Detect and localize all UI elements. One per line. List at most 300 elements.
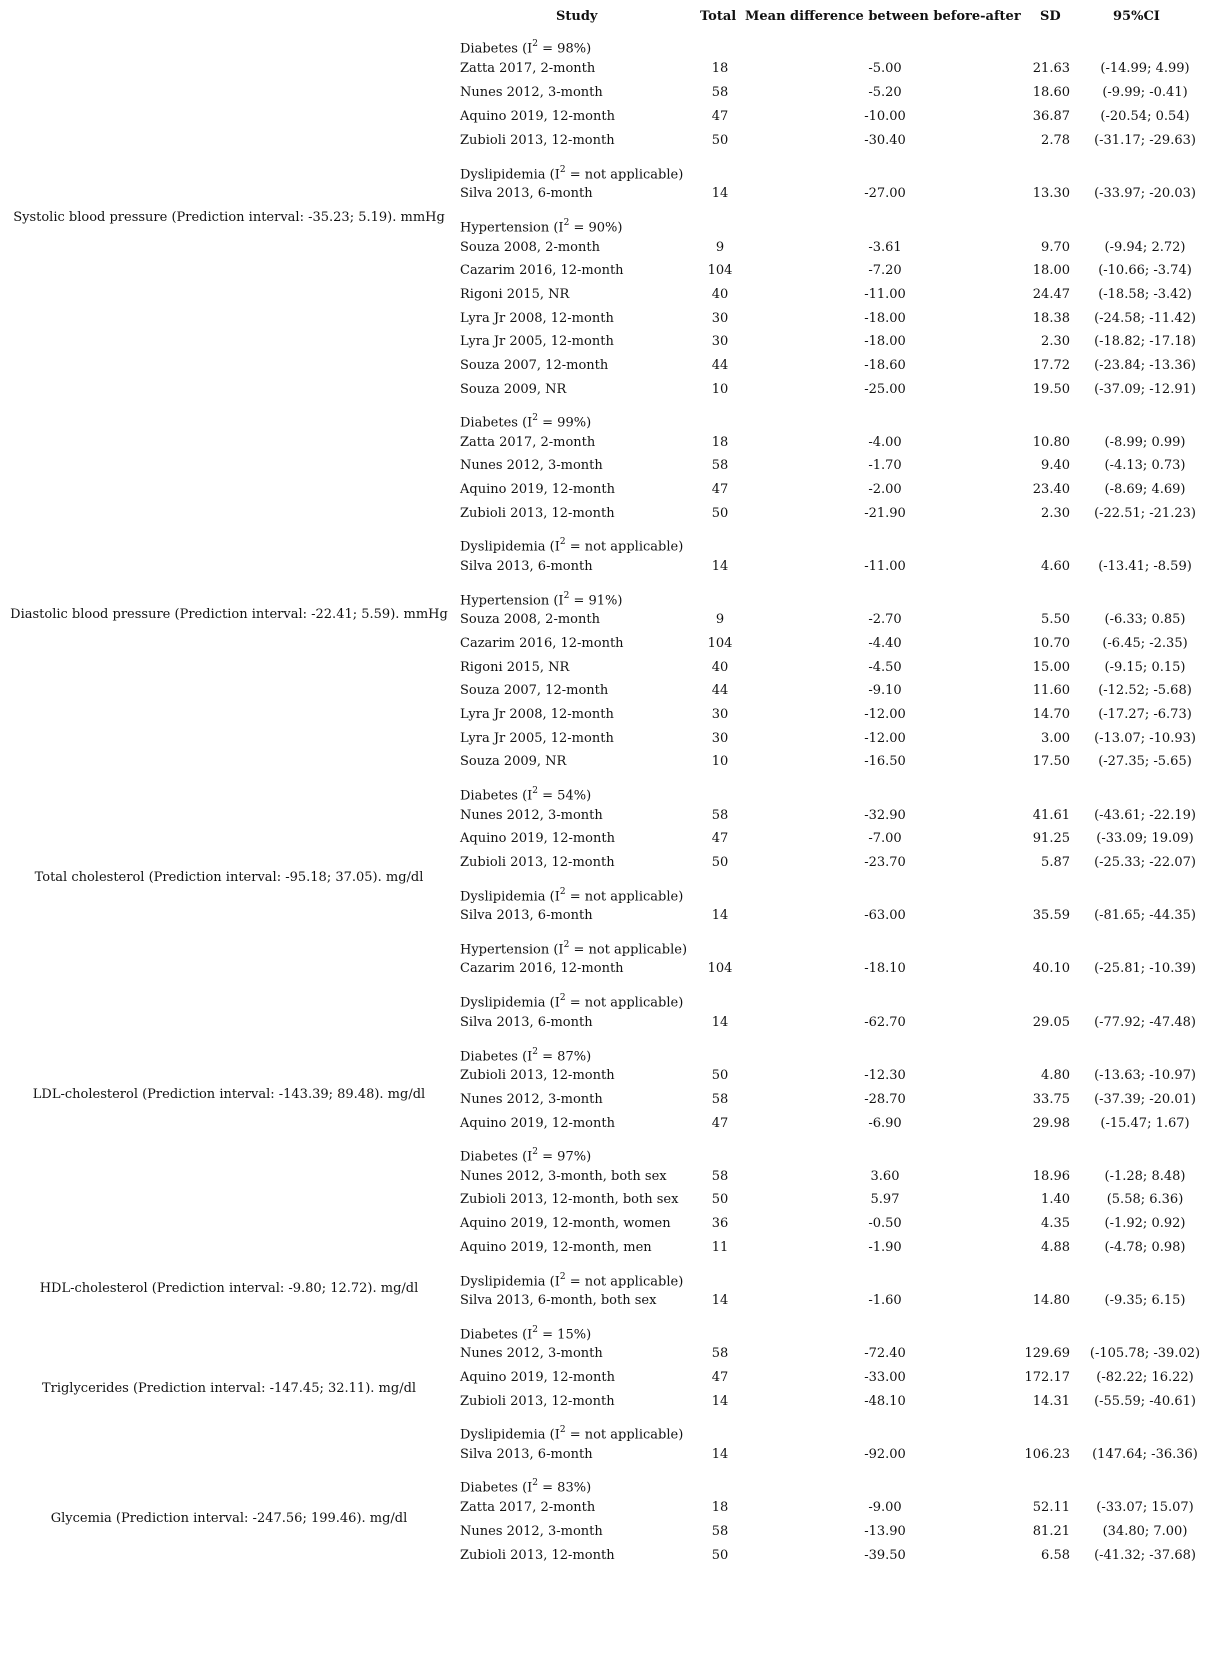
ci-cell: (-33.07; 15.07) [1096, 1500, 1194, 1515]
outcome-label: HDL-cholesterol (Prediction interval: -9.80; 12.72). mg/dl [39, 1281, 419, 1296]
mean-difference-cell: -0.50 [868, 1216, 902, 1231]
total-cell: 18 [711, 1500, 729, 1515]
ci-cell: (-23.84; -13.36) [1094, 358, 1196, 373]
subgroup-name: Dyslipidemia (I [460, 167, 560, 183]
table-row [0, 432, 1212, 454]
outcome-label: Triglycerides (Prediction interval: -147.45; 32.11). mg/dl [41, 1381, 417, 1396]
ci-cell: (-22.51; -21.23) [1094, 506, 1196, 521]
mean-difference-cell: -12.30 [864, 1068, 906, 1083]
sd-cell: 91.25 [1032, 831, 1070, 846]
mean-difference-cell: -1.70 [868, 458, 902, 473]
subgroup-name: Diabetes (I [460, 788, 533, 804]
sd-cell: 3.00 [1041, 731, 1070, 746]
subgroup-row [0, 1420, 1212, 1442]
study-cell: Lyra Jr 2005, 12-month [460, 731, 614, 746]
table-row [0, 284, 1212, 306]
mean-difference-cell: -9.10 [868, 683, 902, 698]
i-squared-superscript: 2 [559, 887, 566, 897]
study-cell: Lyra Jr 2008, 12-month [460, 707, 614, 722]
mean-difference-cell: -32.90 [864, 808, 906, 823]
i-squared-superscript: 2 [559, 1272, 566, 1282]
sd-cell: 9.70 [1041, 240, 1070, 255]
mean-difference-cell: -92.00 [864, 1447, 906, 1462]
mean-difference-cell: -21.90 [864, 506, 906, 521]
mean-difference-cell: -4.00 [868, 435, 902, 450]
i-squared-superscript: 2 [532, 39, 539, 49]
ci-cell: (-25.81; -10.39) [1094, 961, 1196, 976]
sd-cell: 6.58 [1041, 1548, 1070, 1563]
subgroup-heterogeneity: = not applicable) [565, 1274, 684, 1290]
subgroup-heterogeneity: = 91%) [569, 593, 623, 609]
study-cell: Nunes 2012, 3-month [460, 1092, 603, 1107]
mean-difference-cell: -2.00 [868, 482, 902, 497]
i-squared-superscript: 2 [563, 218, 570, 228]
ci-cell: (-13.63; -10.97) [1094, 1068, 1196, 1083]
total-cell: 58 [711, 1524, 729, 1539]
subgroup-name: Diabetes (I [460, 1480, 533, 1496]
sd-cell: 41.61 [1032, 808, 1070, 823]
total-cell: 18 [711, 61, 729, 76]
header-study: Study [556, 9, 598, 24]
table-row [0, 1237, 1212, 1259]
subgroup-row [0, 160, 1212, 182]
study-cell: Aquino 2019, 12-month, men [460, 1240, 652, 1255]
study-cell: Souza 2009, NR [460, 754, 567, 769]
ci-cell: (-33.97; -20.03) [1094, 186, 1196, 201]
total-cell: 30 [711, 707, 729, 722]
study-cell: Nunes 2012, 3-month [460, 808, 603, 823]
ci-cell: (-4.13; 0.73) [1104, 458, 1186, 473]
subgroup-name: Dyslipidemia (I [460, 539, 560, 555]
mean-difference-cell: -5.00 [868, 61, 902, 76]
sd-cell: 14.31 [1032, 1394, 1070, 1409]
mean-difference-cell: 3.60 [870, 1169, 900, 1184]
subgroup-heterogeneity: = 90%) [569, 220, 623, 236]
ci-cell: (-18.82; -17.18) [1094, 334, 1196, 349]
sd-cell: 17.72 [1032, 358, 1070, 373]
ci-cell: (5.58; 6.36) [1106, 1192, 1184, 1207]
sd-cell: 18.96 [1032, 1169, 1070, 1184]
total-cell: 10 [711, 382, 729, 397]
i-squared-superscript: 2 [559, 165, 566, 175]
table-row [0, 503, 1212, 525]
subgroup-name: Dyslipidemia (I [460, 889, 560, 905]
study-cell: Zubioli 2013, 12-month [460, 506, 615, 521]
table-row [0, 455, 1212, 477]
sd-cell: 11.60 [1032, 683, 1070, 698]
table-row [0, 82, 1212, 104]
total-cell: 47 [711, 1370, 729, 1385]
mean-difference-cell: -18.00 [864, 311, 906, 326]
i-squared-superscript: 2 [559, 537, 566, 547]
subgroup-label [460, 988, 683, 1014]
ci-cell: (-41.32; -37.68) [1094, 1548, 1196, 1563]
i-squared-superscript: 2 [532, 1325, 539, 1335]
sd-cell: 29.98 [1032, 1116, 1070, 1131]
sd-cell: 52.11 [1032, 1500, 1070, 1515]
table-row [0, 1012, 1212, 1034]
sd-cell: 35.59 [1032, 908, 1070, 923]
mean-difference-cell: -4.40 [868, 636, 902, 651]
table-row [0, 331, 1212, 353]
sd-cell: 19.50 [1032, 382, 1070, 397]
ci-cell: (-82.22; 16.22) [1096, 1370, 1194, 1385]
total-cell: 50 [711, 133, 729, 148]
total-cell: 14 [711, 908, 729, 923]
subgroup-name: Dyslipidemia (I [460, 995, 560, 1011]
header-ci: 95%CI [1113, 9, 1160, 24]
table-row [0, 680, 1212, 702]
mean-difference-cell: -23.70 [864, 855, 906, 870]
study-cell: Rigoni 2015, NR [460, 660, 570, 675]
ci-cell: (-6.33; 0.85) [1104, 612, 1186, 627]
outcome-label: Total cholesterol (Prediction interval: -95.18; 37.05). mg/dl [34, 870, 424, 885]
header-sd: SD [1040, 9, 1061, 24]
i-squared-superscript: 2 [532, 786, 539, 796]
total-cell: 50 [711, 1192, 729, 1207]
table-row [0, 58, 1212, 80]
subgroup-heterogeneity: = not applicable) [565, 995, 684, 1011]
i-squared-superscript: 2 [532, 1478, 539, 1488]
mean-difference-cell: -4.50 [868, 660, 902, 675]
ci-cell: (-77.92; -47.48) [1094, 1015, 1196, 1030]
table-row [0, 556, 1212, 578]
ci-cell: (-105.78; -39.02) [1089, 1346, 1201, 1361]
sd-cell: 13.30 [1032, 186, 1070, 201]
mean-difference-cell: -62.70 [864, 1015, 906, 1030]
subgroup-heterogeneity: = 97%) [538, 1149, 592, 1165]
ci-cell: (-13.07; -10.93) [1094, 731, 1196, 746]
mean-difference-cell: -18.60 [864, 358, 906, 373]
i-squared-superscript: 2 [559, 1425, 566, 1435]
table-row [0, 130, 1212, 152]
outcome-label: LDL-cholesterol (Prediction interval: -143.39; 89.48). mg/dl [32, 1087, 426, 1102]
outcome-label: Systolic blood pressure (Prediction interval: -35.23; 5.19). mmHg [13, 210, 445, 225]
ci-cell: (-55.59; -40.61) [1094, 1394, 1196, 1409]
subgroup-row [0, 532, 1212, 554]
study-cell: Souza 2008, 2-month [460, 612, 600, 627]
sd-cell: 4.80 [1041, 1068, 1070, 1083]
subgroup-label [460, 781, 591, 807]
study-cell: Rigoni 2015, NR [460, 287, 570, 302]
total-cell: 47 [711, 831, 729, 846]
subgroup-heterogeneity: = 15%) [538, 1327, 592, 1343]
table-row [0, 106, 1212, 128]
total-cell: 58 [711, 1346, 729, 1361]
study-cell: Souza 2007, 12-month [460, 683, 609, 698]
ci-cell: (-20.54; 0.54) [1100, 109, 1190, 124]
sd-cell: 40.10 [1032, 961, 1070, 976]
ci-cell: (-25.33; -22.07) [1094, 855, 1196, 870]
mean-difference-cell: -27.00 [864, 186, 906, 201]
study-cell: Aquino 2019, 12-month [460, 1116, 615, 1131]
subgroup-row [0, 408, 1212, 430]
table-row [0, 958, 1212, 980]
ci-cell: (-33.09; 19.09) [1096, 831, 1194, 846]
total-cell: 30 [711, 334, 729, 349]
mean-difference-cell: -5.20 [868, 85, 902, 100]
table-row [0, 1213, 1212, 1235]
total-cell: 50 [711, 1068, 729, 1083]
sd-cell: 18.60 [1032, 85, 1070, 100]
table-row [0, 633, 1212, 655]
table-row [0, 728, 1212, 750]
table-row [0, 1343, 1212, 1365]
sd-cell: 81.21 [1032, 1524, 1070, 1539]
ci-cell: (-17.27; -6.73) [1098, 707, 1192, 722]
total-cell: 10 [711, 754, 729, 769]
sd-cell: 1.40 [1041, 1192, 1070, 1207]
table-row [0, 1545, 1212, 1567]
total-cell: 14 [711, 1293, 729, 1308]
total-cell: 50 [711, 855, 729, 870]
subgroup-row [0, 1142, 1212, 1164]
sd-cell: 106.23 [1024, 1447, 1070, 1462]
i-squared-superscript: 2 [559, 993, 566, 1003]
study-cell: Souza 2007, 12-month [460, 358, 609, 373]
study-cell: Zubioli 2013, 12-month [460, 1068, 615, 1083]
ci-cell: (34.80; 7.00) [1102, 1524, 1188, 1539]
sd-cell: 33.75 [1032, 1092, 1070, 1107]
subgroup-heterogeneity: = not applicable) [565, 889, 684, 905]
subgroup-heterogeneity: = not applicable) [569, 942, 688, 958]
subgroup-heterogeneity: = 54%) [538, 788, 592, 804]
table-row [0, 308, 1212, 330]
table-row [0, 479, 1212, 501]
study-cell: Silva 2013, 6-month [460, 1447, 593, 1462]
subgroup-name: Diabetes (I [460, 41, 533, 57]
table-row [0, 751, 1212, 773]
ci-cell: (-10.66; -3.74) [1098, 263, 1192, 278]
sd-cell: 9.40 [1041, 458, 1070, 473]
ci-cell: (-1.92; 0.92) [1104, 1216, 1186, 1231]
study-cell: Souza 2009, NR [460, 382, 567, 397]
sd-cell: 21.63 [1032, 61, 1070, 76]
subgroup-label [460, 408, 591, 434]
total-cell: 9 [715, 612, 725, 627]
mean-difference-cell: -30.40 [864, 133, 906, 148]
sd-cell: 14.80 [1032, 1293, 1070, 1308]
ci-cell: (-1.28; 8.48) [1104, 1169, 1186, 1184]
ci-cell: (-9.15; 0.15) [1104, 660, 1186, 675]
ci-cell: (-81.65; -44.35) [1094, 908, 1196, 923]
mean-difference-cell: -7.20 [868, 263, 902, 278]
ci-cell: (-8.69; 4.69) [1104, 482, 1186, 497]
subgroup-name: Diabetes (I [460, 1049, 533, 1065]
mean-difference-cell: -3.61 [868, 240, 902, 255]
study-cell: Cazarim 2016, 12-month [460, 961, 624, 976]
subgroup-row [0, 1320, 1212, 1342]
total-cell: 30 [711, 311, 729, 326]
subgroup-label [460, 532, 683, 558]
subgroup-name: Hypertension (I [460, 220, 564, 236]
subgroup-heterogeneity: = not applicable) [565, 167, 684, 183]
ci-cell: (-24.58; -11.42) [1094, 311, 1196, 326]
subgroup-row [0, 1042, 1212, 1064]
study-cell: Silva 2013, 6-month [460, 559, 593, 574]
subgroup-name: Diabetes (I [460, 1327, 533, 1343]
subgroup-heterogeneity: = not applicable) [565, 539, 684, 555]
mean-difference-cell: -48.10 [864, 1394, 906, 1409]
total-cell: 104 [707, 961, 733, 976]
study-cell: Silva 2013, 6-month, both sex [460, 1293, 657, 1308]
total-cell: 9 [715, 240, 725, 255]
mean-difference-cell: -1.60 [868, 1293, 902, 1308]
mean-difference-cell: -33.00 [864, 1370, 906, 1385]
subgroup-label [460, 1420, 683, 1446]
table-row [0, 1444, 1212, 1466]
ci-cell: (-18.58; -3.42) [1098, 287, 1192, 302]
subgroup-name: Hypertension (I [460, 942, 564, 958]
study-cell: Zubioli 2013, 12-month [460, 133, 615, 148]
study-cell: Zatta 2017, 2-month [460, 1500, 596, 1515]
study-cell: Aquino 2019, 12-month [460, 109, 615, 124]
total-cell: 47 [711, 109, 729, 124]
mean-difference-cell: 5.97 [870, 1192, 900, 1207]
mean-difference-cell: -72.40 [864, 1346, 906, 1361]
mean-difference-cell: -13.90 [864, 1524, 906, 1539]
ci-cell: (-15.47; 1.67) [1100, 1116, 1190, 1131]
total-cell: 47 [711, 1116, 729, 1131]
ci-cell: (-8.99; 0.99) [1104, 435, 1186, 450]
mean-difference-cell: -18.10 [864, 961, 906, 976]
ci-cell: (-4.78; 0.98) [1104, 1240, 1186, 1255]
ci-cell: (-6.45; -2.35) [1102, 636, 1188, 651]
subgroup-name: Dyslipidemia (I [460, 1274, 560, 1290]
mean-difference-cell: -28.70 [864, 1092, 906, 1107]
mean-difference-cell: -11.00 [864, 559, 906, 574]
ci-cell: (147.64; -36.36) [1092, 1447, 1198, 1462]
ci-cell: (-12.52; -5.68) [1098, 683, 1192, 698]
subgroup-name: Diabetes (I [460, 415, 533, 431]
total-cell: 104 [707, 263, 733, 278]
subgroup-heterogeneity: = not applicable) [565, 1427, 684, 1443]
total-cell: 30 [711, 731, 729, 746]
sd-cell: 18.00 [1032, 263, 1070, 278]
mean-difference-cell: -6.90 [868, 1116, 902, 1131]
table-row [0, 828, 1212, 850]
subgroup-row [0, 935, 1212, 957]
total-cell: 14 [711, 1394, 729, 1409]
mean-difference-cell: -63.00 [864, 908, 906, 923]
sd-cell: 14.70 [1032, 707, 1070, 722]
ci-cell: (-9.99; -0.41) [1102, 85, 1188, 100]
sd-cell: 2.78 [1041, 133, 1070, 148]
sd-cell: 18.38 [1032, 311, 1070, 326]
sd-cell: 36.87 [1032, 109, 1070, 124]
table-row [0, 237, 1212, 259]
i-squared-superscript: 2 [532, 1047, 539, 1057]
study-cell: Zatta 2017, 2-month [460, 435, 596, 450]
study-cell: Lyra Jr 2005, 12-month [460, 334, 614, 349]
subgroup-row [0, 1473, 1212, 1495]
table-row [0, 1113, 1212, 1135]
table-row [0, 704, 1212, 726]
table-row [0, 905, 1212, 927]
subgroup-row [0, 988, 1212, 1010]
subgroup-heterogeneity: = 99%) [538, 415, 592, 431]
table-row [0, 260, 1212, 282]
mean-difference-cell: -16.50 [864, 754, 906, 769]
table-row [0, 657, 1212, 679]
total-cell: 104 [707, 636, 733, 651]
total-cell: 47 [711, 482, 729, 497]
total-cell: 58 [711, 1169, 729, 1184]
subgroup-label [460, 213, 622, 239]
ci-cell: (-14.99; 4.99) [1100, 61, 1190, 76]
mean-difference-cell: -18.00 [864, 334, 906, 349]
subgroup-name: Diabetes (I [460, 1149, 533, 1165]
study-cell: Zubioli 2013, 12-month [460, 855, 615, 870]
total-cell: 40 [711, 287, 729, 302]
ci-cell: (-13.41; -8.59) [1098, 559, 1192, 574]
subgroup-name: Dyslipidemia (I [460, 1427, 560, 1443]
total-cell: 14 [711, 559, 729, 574]
mean-difference-cell: -9.00 [868, 1500, 902, 1515]
total-cell: 58 [711, 1092, 729, 1107]
mean-difference-cell: -2.70 [868, 612, 902, 627]
mean-difference-cell: -12.00 [864, 731, 906, 746]
study-cell: Nunes 2012, 3-month [460, 1524, 603, 1539]
subgroup-heterogeneity: = 83%) [538, 1480, 592, 1496]
sd-cell: 5.50 [1041, 612, 1070, 627]
subgroup-label [460, 1473, 591, 1499]
total-cell: 44 [711, 358, 729, 373]
sd-cell: 29.05 [1032, 1015, 1070, 1030]
table-row [0, 379, 1212, 401]
total-cell: 14 [711, 1015, 729, 1030]
total-cell: 14 [711, 1447, 729, 1462]
mean-difference-cell: -7.00 [868, 831, 902, 846]
study-cell: Nunes 2012, 3-month [460, 458, 603, 473]
study-cell: Souza 2008, 2-month [460, 240, 600, 255]
study-cell: Aquino 2019, 12-month, women [460, 1216, 671, 1231]
i-squared-superscript: 2 [563, 591, 570, 601]
sd-cell: 2.30 [1041, 506, 1070, 521]
mean-difference-cell: -10.00 [864, 109, 906, 124]
total-cell: 36 [711, 1216, 729, 1231]
study-cell: Zubioli 2013, 12-month [460, 1548, 615, 1563]
subgroup-heterogeneity: = 87%) [538, 1049, 592, 1065]
table-row [0, 1065, 1212, 1087]
outcome-label: Glycemia (Prediction interval: -247.56; 199.46). mg/dl [50, 1511, 408, 1526]
sd-cell: 2.30 [1041, 334, 1070, 349]
total-cell: 58 [711, 808, 729, 823]
study-cell: Cazarim 2016, 12-month [460, 636, 624, 651]
sd-cell: 23.40 [1032, 482, 1070, 497]
study-cell: Silva 2013, 6-month [460, 908, 593, 923]
i-squared-superscript: 2 [563, 940, 570, 950]
outcome-label: Diastolic blood pressure (Prediction interval: -22.41; 5.59). mmHg [10, 607, 448, 622]
mean-difference-cell: -1.90 [868, 1240, 902, 1255]
ci-cell: (-43.61; -22.19) [1094, 808, 1196, 823]
study-cell: Zatta 2017, 2-month [460, 61, 596, 76]
i-squared-superscript: 2 [532, 1147, 539, 1157]
i-squared-superscript: 2 [532, 413, 539, 423]
table-row [0, 1189, 1212, 1211]
study-cell: Lyra Jr 2008, 12-month [460, 311, 614, 326]
sd-cell: 24.47 [1032, 287, 1070, 302]
total-cell: 14 [711, 186, 729, 201]
study-cell: Nunes 2012, 3-month, both sex [460, 1169, 667, 1184]
study-cell: Zubioli 2013, 12-month, both sex [460, 1192, 679, 1207]
mean-difference-cell: -11.00 [864, 287, 906, 302]
study-cell: Aquino 2019, 12-month [460, 482, 615, 497]
subgroup-heterogeneity: = 98%) [538, 41, 592, 57]
subgroup-row [0, 781, 1212, 803]
sd-cell: 5.87 [1041, 855, 1070, 870]
mean-difference-cell: -25.00 [864, 382, 906, 397]
